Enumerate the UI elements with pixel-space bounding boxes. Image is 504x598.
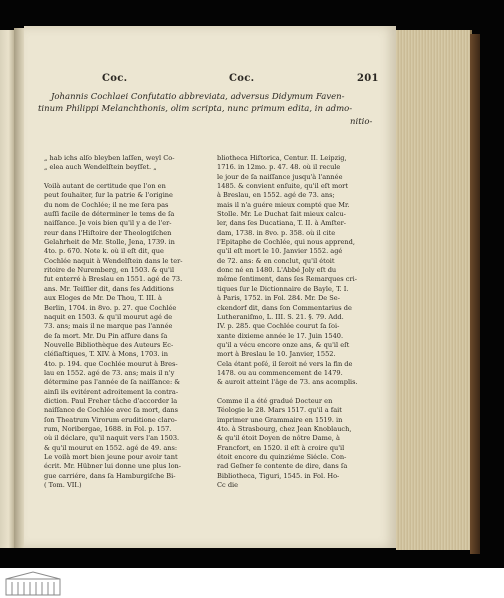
left-column-line: de ſa mort. Mr. Du Pin aſſure dans ſa (44, 331, 168, 340)
left-column-line: peut ſouhaiter, ſur la patrie & l'origine (44, 191, 173, 200)
right-column-line: même ſentiment, dans ſes Remarques cri- (217, 275, 357, 284)
left-column-line: ſon Theatrum Virorum eruditione claro- (44, 415, 177, 424)
right-column-line: ckendorf dit, dans ſon Commentarius de (217, 303, 352, 312)
left-column-line: naquit en 1503. & qu'il mourut agé de (44, 312, 173, 321)
right-column-line: 1716. in 12mo. p. 47. 48. où il recule (217, 163, 341, 172)
book-cover-edge (470, 34, 480, 554)
left-column-line: diction. Paul Freher tâche d'accorder la (44, 396, 178, 405)
facing-page-edge (0, 30, 14, 548)
title-line-1: Johannis Cochlaei Confutatio abbreviata, adversus Didymum Faven- (51, 92, 345, 102)
left-column-line: „ hab ichs alſo bleyben laſſen, weyl Co- (44, 154, 175, 162)
right-column-line: l'Epitaphe de Cochlée, qui nous apprend, (217, 238, 355, 247)
book-page (24, 26, 396, 548)
library-footer (0, 568, 504, 598)
left-column-line: & qu'il mourut en 1552. agé de 49. ans: (44, 443, 178, 452)
right-column-line: 1485. & convient enſuite, qu'il eſt mort (217, 182, 348, 191)
right-column-line: mais il n'a guére mieux compté que Mr. (217, 200, 350, 209)
left-column-line: auſſi facile de déterminer le tems de ſa (44, 210, 175, 219)
left-column-line: ritoire de Nuremberg, en 1503. & qu'il (44, 266, 175, 275)
left-column-line: lau en 1552. agé de 73. ans; mais il n'y (44, 368, 175, 377)
right-column-line: à Paris, 1752. in Fol. 284. Mr. De Se- (217, 294, 340, 303)
left-column-line: reur dans l'Hiſtoire der Theologiſchen (44, 228, 172, 237)
left-column-line: naiſſance de Cochlée avec ſa mort, dans (44, 406, 179, 415)
left-column-line: Berlin, 1704. in 8vo. p. 27. que Cochlée (44, 303, 177, 312)
right-column-line: de 72. ans: & en conclut, qu'il étoit (217, 256, 335, 265)
left-column-line: ans. Mr. Teiſſier dit, dans ſes Additions (44, 284, 174, 293)
right-column-line: donc né en 1480. L'Abbé Joly eſt du (217, 266, 337, 275)
title-line-2: tinum Philippi Melanchthonis, olim scripta, nunc primum edita, in admo- (38, 104, 353, 114)
right-text-column (217, 154, 379, 490)
right-column-line: le jour de ſa naiſſance jusqu'à l'année (217, 172, 343, 181)
left-column-line: détermine pas l'année de ſa naiſſance: & (44, 378, 181, 387)
right-column-line: dam, 1738. in 8vo. p. 358. où il cite (217, 228, 336, 237)
left-column-line: 4to. p. 670. Note k. où il eſt dit, que (44, 247, 164, 256)
center-running-head: Coc. (229, 73, 255, 84)
right-column-line: rad Geſner ſe contente de dire, dans ſa (217, 462, 348, 471)
right-column-line: Bibliotheca, Tiguri, 1545. in Fol. Ho- (217, 471, 340, 480)
left-column-line: du nom de Cochlée; il ne me ſera pas (44, 200, 169, 209)
right-column-line: Stolle. Mr. Le Duchat ſait mieux calcu- (217, 210, 346, 219)
left-column-line: naiſſance. Je vois bien qu'il y a de l'er- (44, 219, 172, 228)
left-column-line: cléſiaſtiques, T. XIV. à Mons, 1703. in (44, 350, 168, 359)
left-column-line: gue carriére, dans ſa Hamburgiſche Bi- (44, 471, 176, 480)
left-running-head: Coc. (102, 73, 128, 84)
page-edges (396, 30, 472, 550)
left-column-line: Le voilà mort bien jeune pour avoir tant (44, 453, 178, 461)
right-column-line (217, 388, 379, 397)
left-column-line: écrit. Mr. Hübner lui donne une plus lon- (44, 462, 182, 471)
right-column-line: Francfort, en 1520. il eſt à croire qu'il (217, 443, 345, 452)
right-column-line: imprimer une Grammaire en 1519. in (217, 415, 343, 424)
page-number: 201 (357, 73, 379, 84)
left-text-column (44, 154, 198, 490)
right-column-line: ler, dans ſes Ducatiana, T. II. à Amſter- (217, 219, 346, 228)
left-column-line: fut enterré à Breslau en 1551. agé de 73. (44, 275, 183, 284)
right-column-line: qu'il eſt mort le 10. Janvier 1552. agé (217, 247, 343, 256)
right-column-line: qu'il a vécu encore onze ans, & qu'il eſt (217, 340, 350, 349)
left-column-line: Nouvelle Bibliothèque des Auteurs Ec- (44, 340, 174, 349)
right-column-line: à Breslau, en 1552. agé de 73. ans; (217, 191, 335, 200)
right-column-line: Cela étant poſé, il ſeroit né vers la fin de (217, 359, 353, 368)
right-column-line: xante dixieme année le 17. Juin 1540. (217, 331, 344, 340)
right-column-line: IV. p. 285. que Cochlée courut ſa ſoi- (217, 322, 340, 331)
right-column-line: Lutheraniſmo, L. III. S. 21. §. 79. Add. (217, 312, 344, 321)
left-column-line (44, 173, 198, 182)
right-column-line: Téologie le 28. Mars 1517. qu'il a fait (217, 406, 342, 415)
left-column-line: Cochlée naquit à Wendelſtein dans le ter- (44, 256, 183, 265)
right-column-line: Cc die (217, 481, 239, 490)
right-column-line: & auroit atteint l'âge de 73. ans acomplis. (217, 378, 358, 387)
left-column-line: „ elea auch Wendelſtein beyſſet. „ (44, 163, 157, 172)
library-building-icon (4, 571, 62, 597)
left-column-line: ainſi ils evitérent adroitement la contra- (44, 387, 179, 396)
left-column-line: où il déclare, qu'il naquit vers l'an 1503. (44, 434, 180, 443)
right-column-line: Comme il a été gradué Docteur en (217, 396, 333, 405)
left-column-line: 73. ans; mais il ne marque pas l'année (44, 322, 173, 331)
right-column-line: 4to. à Strasbourg, chez Jean Knoblauch, (217, 424, 352, 433)
title-line-3: nitio- (350, 117, 373, 127)
right-column-line: tiques ſur le Dictionnaire de Bayle, T. I. (217, 284, 349, 293)
right-column-line: & qu'il étoit Doyen de nôtre Dame, à (217, 434, 340, 443)
left-column-line: 4to. p. 194. que Cochlée mourut à Bres- (44, 359, 178, 368)
left-column-line: Voilà autant de certitude que l'on en (44, 182, 166, 191)
left-column-line: rum, Noribergae, 1688. in Fol. p. 157. (44, 424, 172, 433)
left-column-line: ( Tom. VII.) (44, 481, 82, 490)
right-column-line: 1478. ou au commencement de 1479. (217, 368, 343, 377)
left-column-line: aux Eloges de Mr. De Thou, T. III. à (44, 294, 162, 303)
left-column-line: Gelahrheit de Mr. Stolle, Jena, 1739. in (44, 238, 175, 247)
right-column-line: bliotheca Hiſtorica, Centur. II. Leipzig, (217, 154, 347, 162)
right-column-line: étoit encore du quinziéme Siécle. Con- (217, 453, 347, 461)
right-column-line: mort à Breslau le 10. Janvier, 1552. (217, 350, 336, 359)
